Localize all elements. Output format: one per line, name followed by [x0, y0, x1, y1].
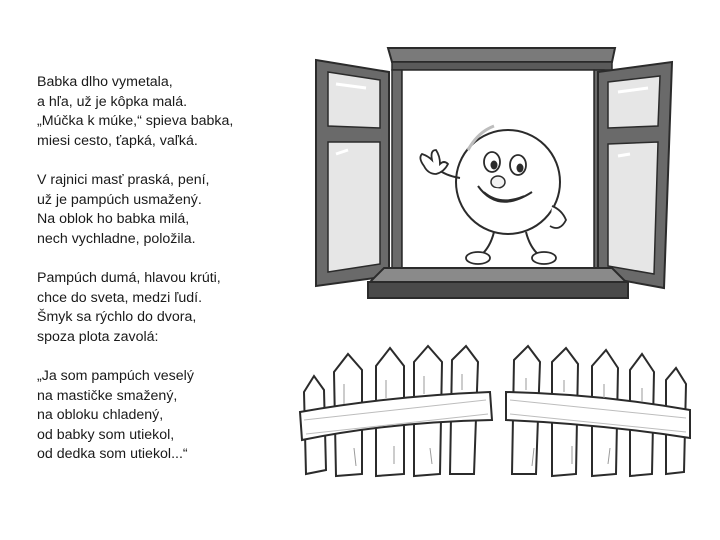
poem-line: Šmyk sa rýchlo do dvora,: [37, 309, 197, 326]
fence-illustration: [300, 346, 690, 476]
poem-line: na mastičke smažený,: [37, 387, 178, 404]
left-gate: [300, 346, 492, 476]
left-shutter: [316, 60, 389, 286]
poem-line: Pampúch dumá, hlavou krúti,: [37, 269, 221, 286]
poem-line: Na oblok ho babka milá,: [37, 211, 190, 228]
poem-line: V rajnici masť praská, pení,: [37, 171, 210, 188]
poem-line: od babky som utiekol,: [37, 426, 175, 443]
poem-line: spoza plota zavolá:: [37, 328, 159, 345]
right-gate: [506, 346, 690, 476]
poem-line: na obloku chladený,: [37, 407, 164, 424]
poem-line: chce do sveta, medzi ľudí.: [37, 289, 203, 306]
poem-line: nech vychladne, položila.: [37, 230, 196, 247]
poem-line: miesi cesto, ťapká, vaľká.: [37, 132, 198, 149]
window-sill: [368, 268, 628, 298]
poem-line: „Múčka k múke,“ spieva babka,: [37, 113, 234, 130]
poem-line: „Ja som pampúch veselý: [37, 367, 194, 384]
poem-line: Babka dlho vymetala,: [37, 74, 173, 90]
poem-line: a hľa, už je kôpka malá.: [37, 93, 188, 110]
poem-line: od dedka som utiekol...“: [37, 446, 188, 463]
window-illustration: [316, 48, 672, 298]
poem-line: už je pampúch usmažený.: [37, 191, 202, 208]
right-shutter: [598, 62, 672, 288]
